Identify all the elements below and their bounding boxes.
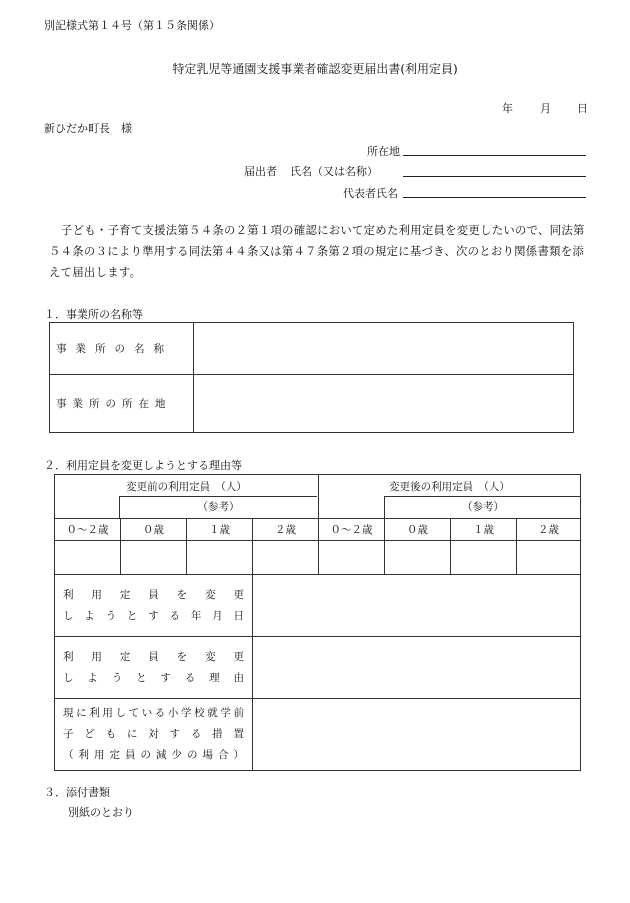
measures-field[interactable]: [253, 699, 581, 771]
facility-address-field[interactable]: [194, 375, 574, 433]
before-capacity-header: 変更前の利用定員 （人）: [55, 475, 319, 519]
facility-name-label: 事業所の名称: [50, 323, 194, 375]
facility-name-field[interactable]: [194, 323, 574, 375]
capacity-input[interactable]: [187, 541, 253, 575]
age-label: ２歳: [253, 519, 319, 541]
change-date-label: 利用定員を変更 しようとする年月日: [55, 575, 253, 637]
page-title: 特定乳児等通園支援事業者確認変更届出書(利用定員): [172, 62, 458, 76]
after-capacity-header: 変更後の利用定員 （人）: [319, 475, 581, 519]
applicant-label: 届出者: [244, 165, 277, 178]
measures-label: 現に利用している小学校就学前 子どもに対する措置 （利用定員の減少の場合）: [55, 699, 253, 771]
capacity-input[interactable]: [451, 541, 517, 575]
facility-address-label: 事業所の所在地: [50, 375, 194, 433]
reference-before: （参考）: [119, 496, 317, 518]
change-reason-label: 利用定員を変更 しようとする理由: [55, 637, 253, 699]
age-label: ０～２歳: [319, 519, 385, 541]
capacity-input[interactable]: [517, 541, 581, 575]
representative-label: 代表者氏名: [343, 187, 398, 200]
body-text: 子ども・子育て支援法第５４条の２第１項の確認において定めた利用定員を変更したいので、同法第５４条の３により準用する同法第４４条又は第４７条第２項の規定に基づき、次のとおり関係書類を添えて届出します。: [49, 223, 585, 279]
capacity-input[interactable]: [55, 541, 121, 575]
age-label: ０歳: [385, 519, 451, 541]
change-reason-field[interactable]: [253, 637, 581, 699]
addressee: 新ひだか町長 様: [44, 122, 132, 135]
date-month-label: 月: [540, 102, 551, 115]
age-label: ０～２歳: [55, 519, 121, 541]
address-label: 所在地: [367, 145, 400, 158]
facility-table: [49, 322, 574, 433]
address-line[interactable]: [403, 155, 586, 156]
attachments-text: 別紙のとおり: [68, 806, 134, 819]
form-number: 別記様式第１４号（第１５条関係）: [44, 19, 220, 32]
section1-heading: １．事業所の名称等: [44, 308, 143, 321]
age-label: １歳: [451, 519, 517, 541]
name-label: 氏名（又は名称）: [290, 165, 378, 178]
capacity-input[interactable]: [319, 541, 385, 575]
capacity-input[interactable]: [385, 541, 451, 575]
reference-after: （参考）: [384, 496, 581, 518]
name-line[interactable]: [403, 176, 586, 177]
date-year-label: 年: [502, 102, 513, 115]
capacity-input[interactable]: [253, 541, 319, 575]
age-label: ２歳: [517, 519, 581, 541]
section3-heading: ３．添付書類: [44, 786, 110, 799]
date-day-label: 日: [577, 102, 588, 115]
age-label: １歳: [187, 519, 253, 541]
capacity-table: [54, 474, 581, 771]
age-label: ０歳: [121, 519, 187, 541]
change-date-field[interactable]: [253, 575, 581, 637]
section2-heading: ２．利用定員を変更しようとする理由等: [44, 459, 242, 472]
capacity-input[interactable]: [121, 541, 187, 575]
representative-line[interactable]: [403, 197, 586, 198]
